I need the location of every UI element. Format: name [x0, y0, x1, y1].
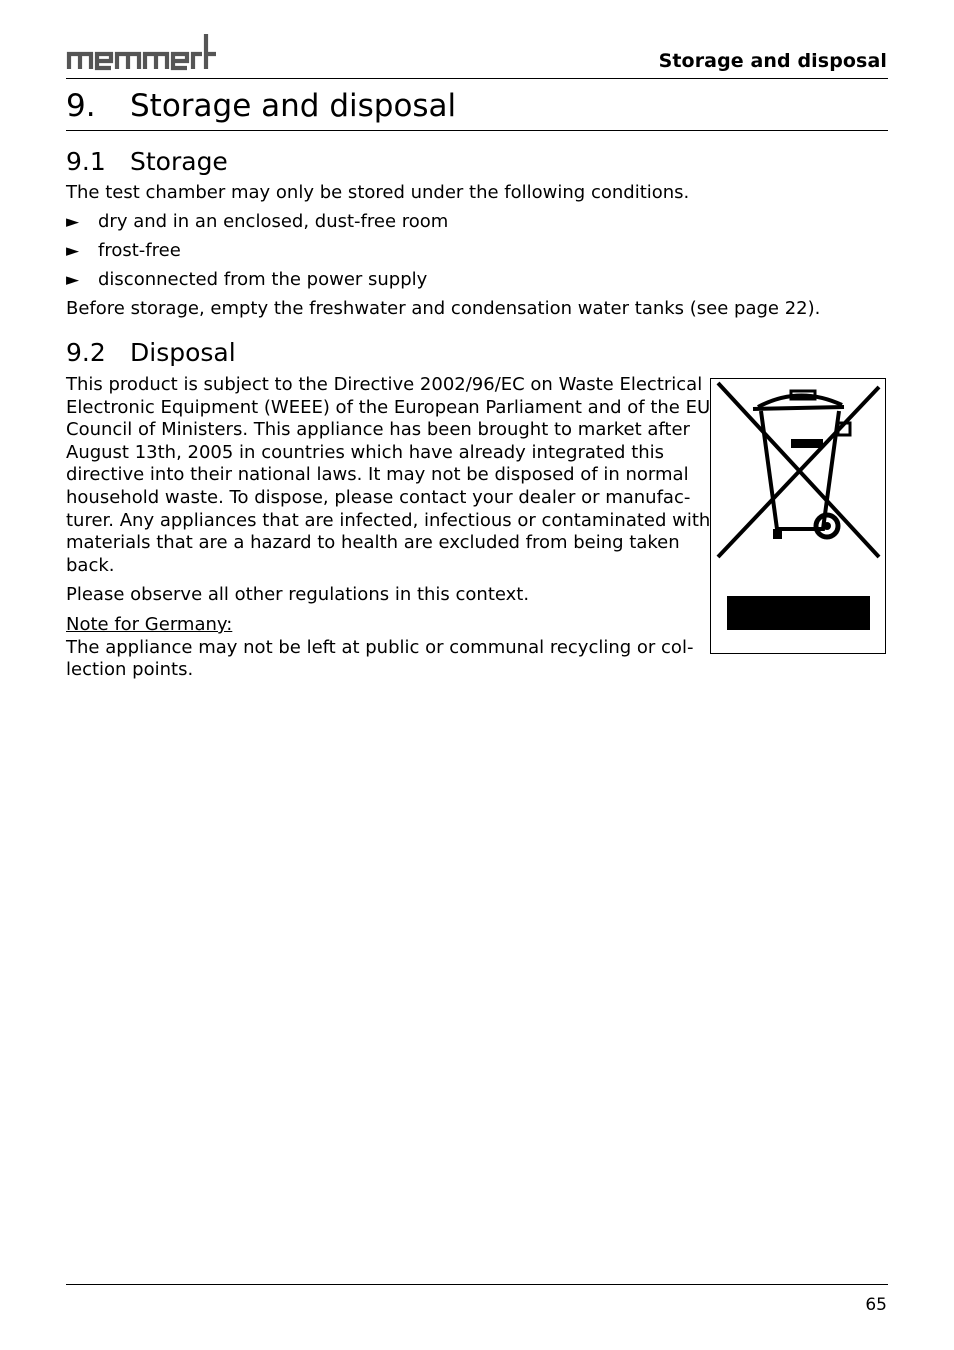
weee-symbol-frame	[710, 378, 886, 654]
disposal-heading	[66, 338, 236, 367]
body-line: This product is subject to the Directive 2002/96/EC on Waste Electrical	[66, 374, 703, 395]
storage-intro: The test chamber may only be stored under the following conditions.	[66, 182, 690, 203]
body-line: August 13th, 2005 in countries which have already integrated this	[66, 441, 665, 463]
memmert-logo	[66, 32, 216, 72]
body-line: Council of Ministers. This appliance has been brought to market after	[66, 419, 690, 441]
body-line: back.	[66, 554, 115, 576]
germany-line: The appliance may not be left at public or communal recycling or col-	[66, 636, 694, 658]
germany-note	[66, 614, 693, 682]
chapter-rule	[66, 130, 888, 131]
chapter-heading	[66, 88, 456, 124]
right-triangle-arrow-icon: ►	[66, 270, 80, 290]
storage-bullet	[66, 240, 181, 261]
germany-line: lection points.	[66, 659, 194, 681]
storage-number: 9.1	[66, 147, 106, 176]
body-line: turer. Any appliances that are infected, infectious or contaminated with	[66, 509, 711, 531]
regulations-text: Please observe all other regulations in this context.	[66, 584, 530, 605]
footer-rule	[66, 1284, 888, 1285]
body-line: household waste. To dispose, please contact your dealer or manufac-	[66, 486, 691, 508]
bullet-text: frost-free	[98, 240, 181, 261]
storage-bullet	[66, 211, 448, 232]
bullet-text: dry and in an enclosed, dust-free room	[98, 211, 449, 232]
storage-title: Storage	[130, 147, 228, 176]
body-line: materials that are a hazard to health are excluded from being taken	[66, 532, 680, 554]
disposal-title: Disposal	[130, 338, 236, 367]
page-number: 65	[865, 1295, 887, 1315]
storage-heading	[66, 147, 228, 176]
crossed-out-wheelie-bin-icon	[711, 379, 885, 653]
right-triangle-arrow-icon: ►	[66, 241, 80, 261]
running-title: Storage and disposal	[658, 50, 887, 72]
body-line: directive into their national laws. It may not be disposed of in normal	[66, 464, 689, 486]
chapter-title: Storage and disposal	[130, 88, 457, 124]
disposal-number: 9.2	[66, 338, 106, 367]
storage-bullet	[66, 269, 427, 290]
chapter-number: 9.	[66, 88, 96, 124]
germany-heading: Note for Germany:	[66, 614, 233, 635]
disposal-body	[66, 374, 710, 577]
storage-note: Before storage, empty the freshwater and condensation water tanks (see page 22).	[66, 298, 821, 319]
body-line: Electronic Equipment (WEEE) of the European Parliament and of the EU	[66, 396, 711, 418]
right-triangle-arrow-icon: ►	[66, 212, 80, 232]
header-rule	[66, 78, 888, 79]
bullet-text: disconnected from the power supply	[98, 269, 428, 290]
